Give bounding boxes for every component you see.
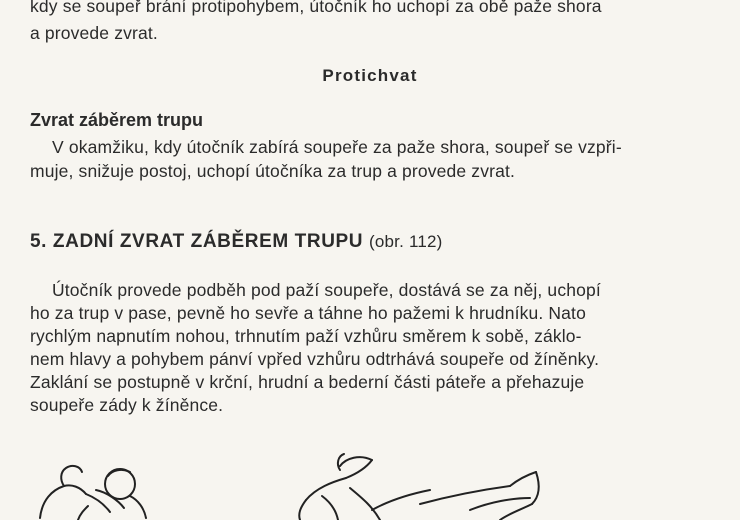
counter-line-2: muje, snižuje postoj, uchopí útočníka za trup a provede zvrat.: [30, 161, 515, 181]
section-heading: [30, 231, 443, 253]
body-line-3: rychlým napnutím nohou, trhnutím paží vzhůru směrem k sobě, záklo-: [30, 326, 582, 346]
body-line-5: Zaklání se postupně v krční, hrudní a bederní části páteře a přehazuje: [30, 372, 585, 392]
counter-heading: Protichvat: [322, 66, 418, 85]
intro-line-1: kdy se soupeř brání protipohybem, útočník ho uchopí za obě paže shora: [30, 0, 602, 16]
body-line-1: Útočník provede podběh pod paží soupeře, dostává se za něj, uchopí: [52, 280, 601, 300]
section-title: 5. ZADNÍ ZVRAT ZÁBĚREM TRUPU: [30, 231, 364, 252]
counter-line-1: V okamžiku, kdy útočník zabírá soupeře za paže shora, soupeř se vzpři-: [52, 137, 622, 157]
body-line-4: nem hlavy a pohybem pánví vpřed vzhůru odtrhává soupeře od žíněnky.: [30, 349, 600, 369]
wrestling-illustration: [0, 440, 740, 520]
section-figure-ref: (obr. 112): [369, 232, 443, 251]
left-wrestlers-figure: [40, 466, 146, 520]
body-line-6: soupeře zády k žíněnce.: [30, 395, 224, 415]
counter-subheading: Zvrat záběrem trupu: [30, 110, 204, 130]
right-wrestlers-figure: [299, 454, 538, 520]
intro-line-2: a provede zvrat.: [30, 23, 158, 43]
body-line-2: ho za trup v pase, pevně ho sevře a táhne ho pažemi k hrudníku. Nato: [30, 303, 586, 323]
